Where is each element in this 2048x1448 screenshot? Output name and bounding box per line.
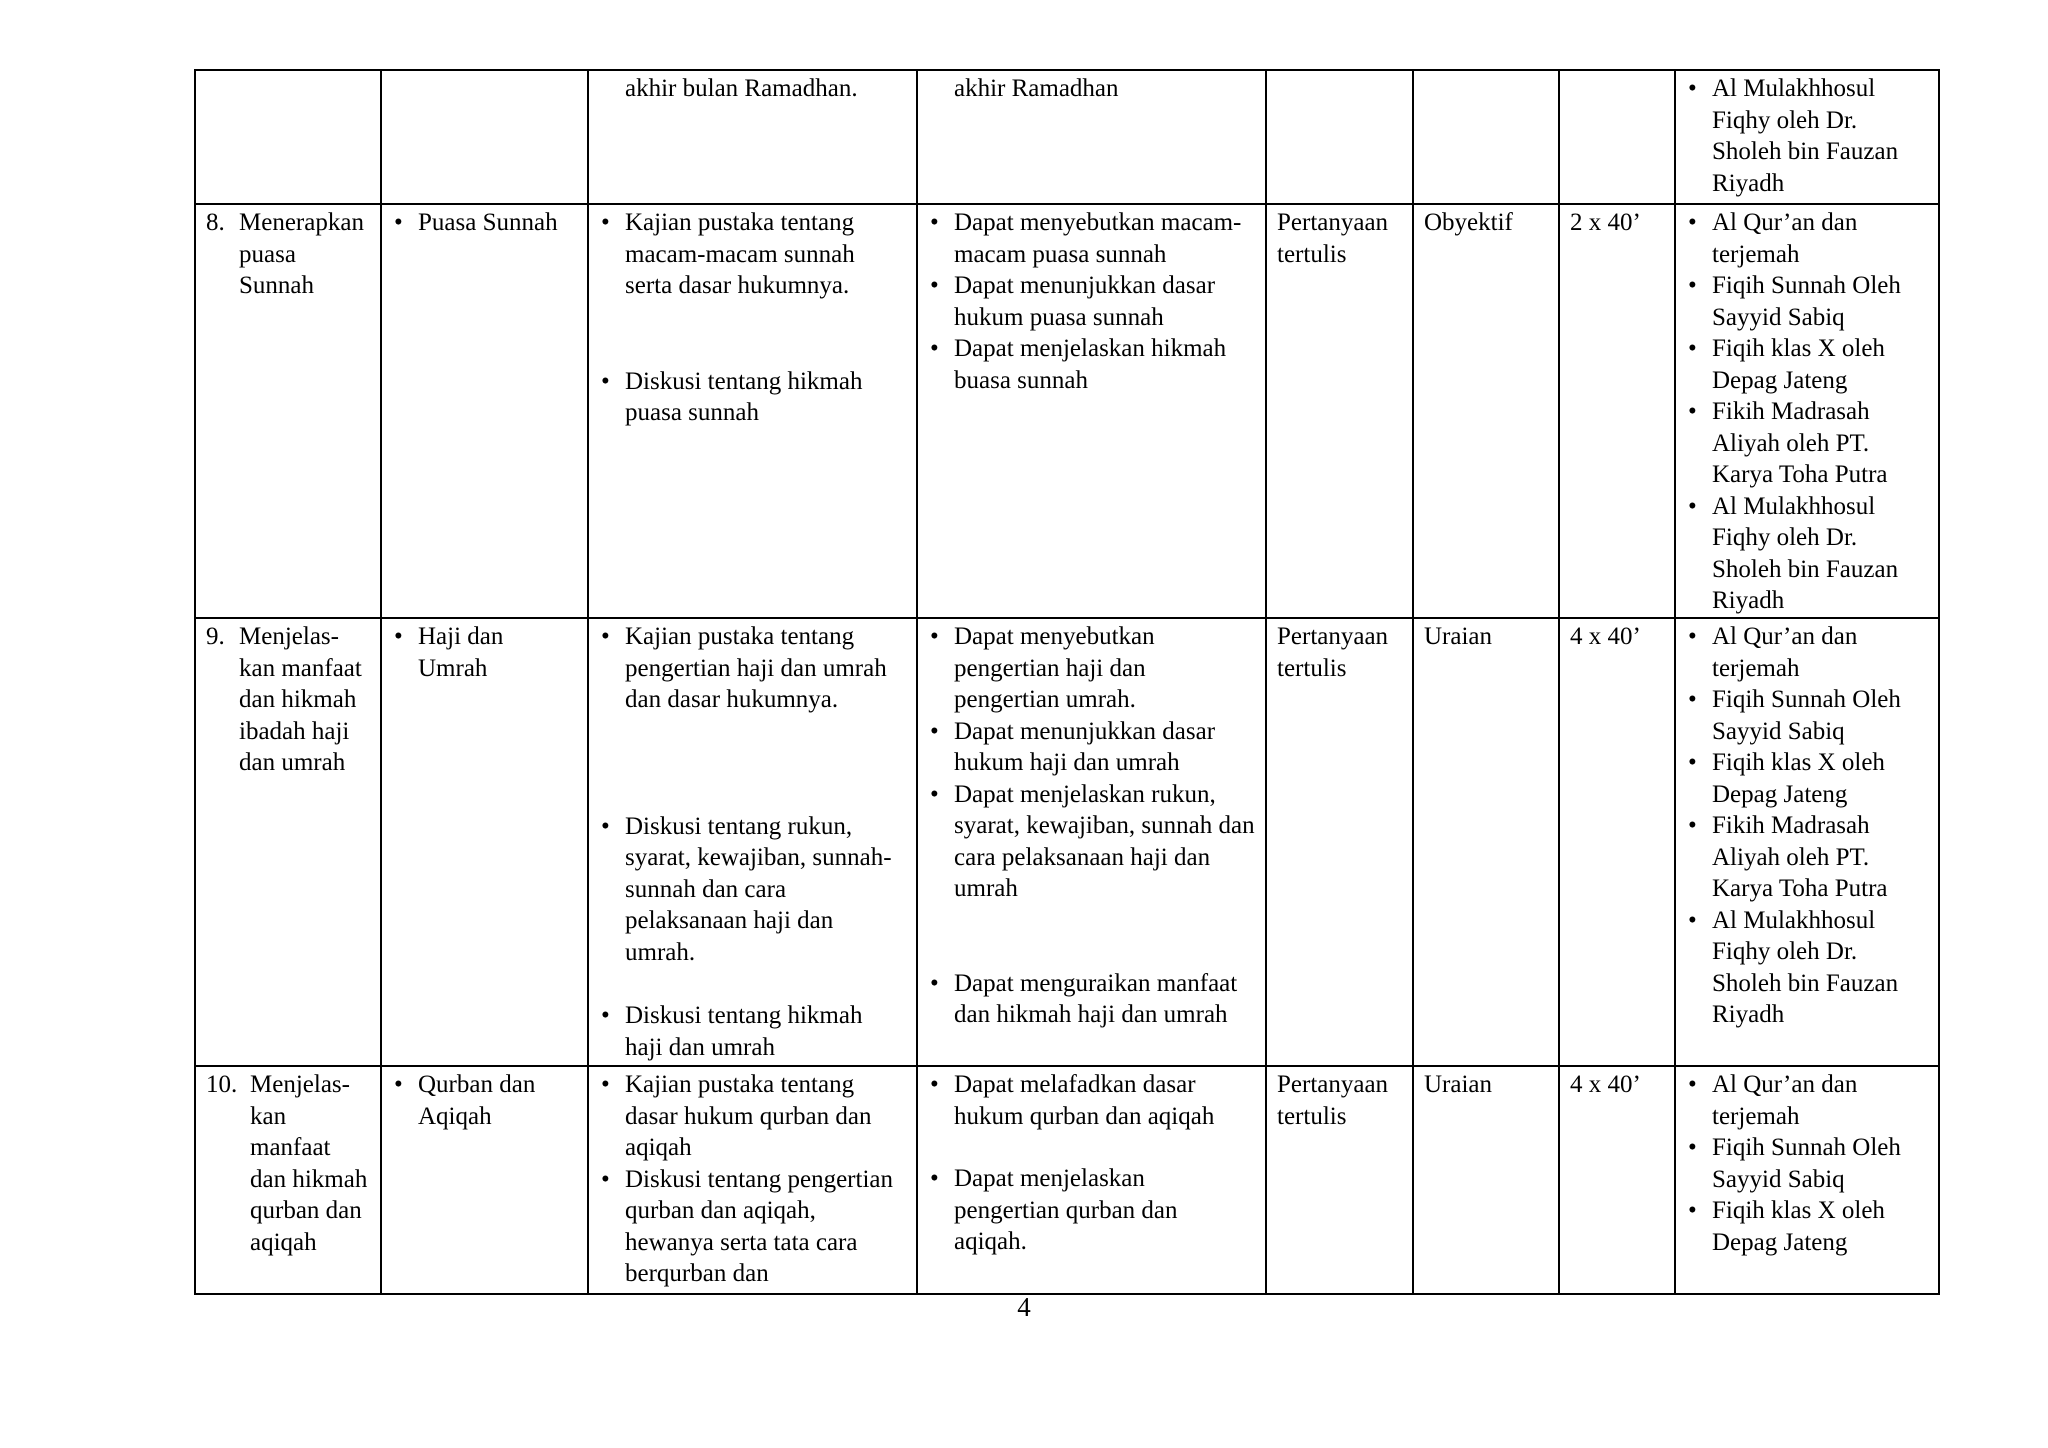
list-item: • Dapat menunjukkan dasar hukum puasa sunnah xyxy=(954,270,1255,333)
sumber-cell xyxy=(1675,618,1939,1066)
list-item: • Fiqih klas X oleh Depag Jateng xyxy=(1712,333,1928,396)
materi-cell xyxy=(381,618,588,1066)
kegiatan-cell xyxy=(588,70,917,204)
list-item: • Diskusi tentang pengertian qurban dan aqiqah, hewanya serta tata cara berqurban dan xyxy=(625,1164,906,1290)
table-row xyxy=(195,618,1939,1066)
list-item: • Fiqih Sunnah Oleh Sayyid Sabiq xyxy=(1712,684,1928,747)
list-item: • Dapat menjelaskan hikmah buasa sunnah xyxy=(954,333,1255,396)
row-number: 10. xyxy=(206,1071,238,1098)
waktu-cell: 2 x 40’ xyxy=(1559,204,1675,618)
kompetensi-text: Menjelas-kan manfaat dan hikmah ibadah haji dan umrah xyxy=(239,623,362,776)
row-number: 9. xyxy=(206,623,225,650)
list-item: • Dapat menjelaskan rukun, syarat, kewajiban, sunnah dan cara pelaksanaan haji dan umrah xyxy=(954,779,1255,905)
list-item: • Dapat menjelaskan pengertian qurban dan aqiqah. xyxy=(954,1163,1255,1258)
list-item: • Fiqih klas X oleh Depag Jateng xyxy=(1712,1195,1928,1258)
kompetensi-text: Menjelas-kan manfaat dan hikmah qurban dan aqiqah xyxy=(250,1071,368,1256)
list-item: • Fikih Madrasah Aliyah oleh PT. Karya Toha Putra xyxy=(1712,396,1928,491)
table-row xyxy=(195,1066,1939,1294)
materi-cell xyxy=(381,1066,588,1294)
table-row xyxy=(195,70,1939,204)
teknik-cell: Pertanyaan tertulis xyxy=(1266,204,1413,618)
list-item: • Kajian pustaka tentang dasar hukum qurban dan aqiqah xyxy=(625,1069,906,1164)
list-item: • Puasa Sunnah xyxy=(418,207,577,239)
kegiatan-text: akhir bulan Ramadhan. xyxy=(625,75,858,102)
syllabus-table xyxy=(194,69,1940,1295)
indikator-cell xyxy=(917,1066,1266,1294)
page-number: 4 xyxy=(1017,1292,1031,1322)
indikator-text: akhir Ramadhan xyxy=(954,75,1119,102)
sumber-cell xyxy=(1675,204,1939,618)
indikator-cell xyxy=(917,204,1266,618)
list-item: • Qurban dan Aqiqah xyxy=(418,1069,577,1132)
teknik-cell: Pertanyaan tertulis xyxy=(1266,1066,1413,1294)
list-item: • Al Mulakhhosul Fiqhy oleh Dr. Sholeh bin Fauzan Riyadh xyxy=(1712,491,1928,617)
list-item: • Dapat melafadkan dasar hukum qurban dan aqiqah xyxy=(954,1069,1255,1132)
row-number: 8. xyxy=(206,209,225,236)
list-item: • Haji dan Umrah xyxy=(418,621,577,684)
kompetensi-cell xyxy=(195,70,381,204)
kegiatan-cell xyxy=(588,618,917,1066)
kompetensi-cell xyxy=(195,618,381,1066)
bentuk-cell: Obyektif xyxy=(1413,204,1559,618)
kompetensi-cell xyxy=(195,1066,381,1294)
sumber-cell xyxy=(1675,70,1939,204)
materi-cell xyxy=(381,204,588,618)
indikator-cell xyxy=(917,618,1266,1066)
list-item: • Diskusi tentang hikmah puasa sunnah xyxy=(625,366,906,429)
list-item: • Dapat menyebutkan macam-macam puasa sunnah xyxy=(954,207,1255,270)
indikator-cell xyxy=(917,70,1266,204)
list-item: • Kajian pustaka tentang pengertian haji dan umrah dan dasar hukumnya. xyxy=(625,621,906,716)
list-item: • Dapat menguraikan manfaat dan hikmah haji dan umrah xyxy=(954,968,1255,1031)
sumber-list xyxy=(1686,73,1928,199)
table-row xyxy=(195,204,1939,618)
teknik-cell: Pertanyaan tertulis xyxy=(1266,618,1413,1066)
kegiatan-cell xyxy=(588,1066,917,1294)
list-item: • Fiqih klas X oleh Depag Jateng xyxy=(1712,747,1928,810)
list-item: • Fiqih Sunnah Oleh Sayyid Sabiq xyxy=(1712,1132,1928,1195)
teknik-cell xyxy=(1266,70,1413,204)
bentuk-cell xyxy=(1413,70,1559,204)
waktu-cell: 4 x 40’ xyxy=(1559,1066,1675,1294)
list-item: • Kajian pustaka tentang macam-macam sunnah serta dasar hukumnya. xyxy=(625,207,906,302)
sumber-cell xyxy=(1675,1066,1939,1294)
bentuk-cell: Uraian xyxy=(1413,618,1559,1066)
list-item: • Al Qur’an dan terjemah xyxy=(1712,621,1928,684)
kompetensi-text: Menerapkan puasa Sunnah xyxy=(239,209,364,299)
list-item: • Fiqih Sunnah Oleh Sayyid Sabiq xyxy=(1712,270,1928,333)
list-item: • Fikih Madrasah Aliyah oleh PT. Karya Toha Putra xyxy=(1712,810,1928,905)
list-item: • Al Qur’an dan terjemah xyxy=(1712,207,1928,270)
list-item: • Al Mulakhhosul Fiqhy oleh Dr. Sholeh bin Fauzan Riyadh xyxy=(1712,905,1928,1031)
list-item: • Al Mulakhhosul Fiqhy oleh Dr. Sholeh bin Fauzan Riyadh xyxy=(1712,73,1928,199)
list-item: • Dapat menunjukkan dasar hukum haji dan umrah xyxy=(954,716,1255,779)
kompetensi-cell xyxy=(195,204,381,618)
list-item: • Al Qur’an dan terjemah xyxy=(1712,1069,1928,1132)
waktu-cell xyxy=(1559,70,1675,204)
bentuk-cell: Uraian xyxy=(1413,1066,1559,1294)
list-item: • Diskusi tentang hikmah haji dan umrah xyxy=(625,1000,906,1063)
kegiatan-cell xyxy=(588,204,917,618)
list-item: • Diskusi tentang rukun, syarat, kewajiban, sunnah-sunnah dan cara pelaksanaan haji dan umrah. xyxy=(625,811,906,969)
list-item: • Dapat menyebutkan pengertian haji dan pengertian umrah. xyxy=(954,621,1255,716)
waktu-cell: 4 x 40’ xyxy=(1559,618,1675,1066)
materi-cell xyxy=(381,70,588,204)
